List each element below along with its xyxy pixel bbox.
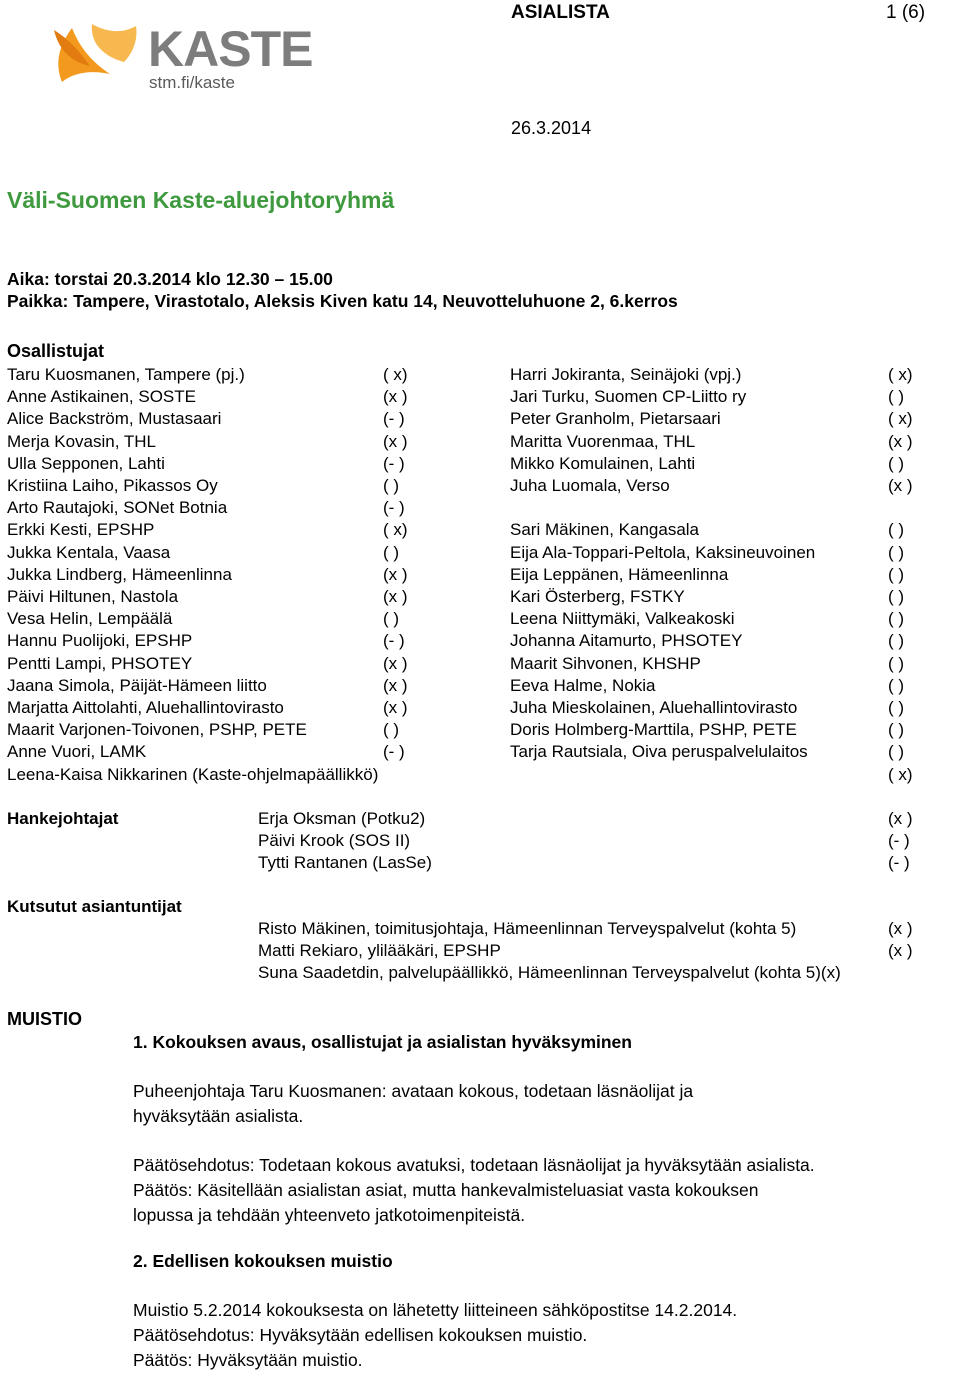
attendance-mark: ( ) <box>888 609 905 628</box>
attendance-mark: ( ) <box>888 454 905 473</box>
attendance-mark: (x ) <box>383 698 408 717</box>
participant-name: Marjatta Aittolahti, Aluehallintovirasto <box>7 698 284 717</box>
attendance-mark: (x ) <box>383 565 408 584</box>
page-number: 1 (6) <box>886 2 926 23</box>
expert-name: Risto Mäkinen, toimitusjohtaja, Hämeenlinnan Terveyspalvelut (kohta 5) <box>258 919 797 938</box>
logo-url: stm.fi/kaste <box>149 73 235 92</box>
attendance-mark: ( ) <box>888 520 905 539</box>
participant-name: Eija Leppänen, Hämeenlinna <box>510 565 729 584</box>
attendance-mark: (x ) <box>888 476 913 495</box>
attendance-mark: (x ) <box>383 676 408 695</box>
attendance-mark: ( x) <box>888 765 913 784</box>
section-title: 1. Kokouksen avaus, osallistujat ja asialistan hyväksyminen <box>133 1032 632 1052</box>
participant-name: Peter Granholm, Pietarsaari <box>510 409 721 428</box>
participant-name: Leena Niittymäki, Valkeakoski <box>510 609 735 628</box>
project-lead-name: Tytti Rantanen (LasSe) <box>258 853 432 872</box>
attendance-mark: ( ) <box>888 720 905 739</box>
attendance-mark: ( ) <box>383 609 400 628</box>
attendance-mark: ( ) <box>888 587 905 606</box>
project-lead-name: Päivi Krook (SOS II) <box>258 831 411 850</box>
attendance-mark: ( ) <box>888 742 905 761</box>
participant-name: Sari Mäkinen, Kangasala <box>510 520 700 539</box>
attendance-mark: ( ) <box>888 543 905 562</box>
kaste-logo-mark-icon <box>52 22 144 92</box>
participant-name: Eeva Halme, Nokia <box>510 676 656 695</box>
paragraph-line: Muistio 5.2.2014 kokouksesta on lähetetty liitteineen sähköpostitse 14.2.2014. <box>133 1300 738 1320</box>
participant-name: Mikko Komulainen, Lahti <box>510 454 696 473</box>
paragraph-line: Päätösehdotus: Hyväksytään edellisen kokouksen muistio. <box>133 1325 588 1345</box>
attendance-mark: ( x) <box>383 520 408 539</box>
attendance-mark: ( ) <box>383 476 400 495</box>
project-lead-name: Erja Oksman (Potku2) <box>258 809 426 828</box>
participant-name: Harri Jokiranta, Seinäjoki (vpj.) <box>510 365 742 384</box>
attendance-mark: ( ) <box>888 698 905 717</box>
attendance-mark: ( ) <box>888 387 905 406</box>
attendance-mark: (x ) <box>383 587 408 606</box>
attendance-mark: (x ) <box>888 432 913 451</box>
attendance-mark: (- ) <box>383 631 405 650</box>
document-type: ASIALISTA <box>511 2 610 23</box>
attendance-mark: (- ) <box>383 454 405 473</box>
memo-heading: MUISTIO <box>7 1009 82 1029</box>
participant-name: Jaana Simola, Päijät-Hämeen liitto <box>7 676 267 695</box>
experts-heading: Kutsutut asiantuntijat <box>7 897 182 916</box>
paragraph-line: Päätös: Hyväksytään muistio. <box>133 1350 363 1370</box>
participant-name: Kari Österberg, FSTKY <box>510 587 685 606</box>
participant-name: Jari Turku, Suomen CP-Liitto ry <box>510 387 747 406</box>
section-title: 2. Edellisen kokouksen muistio <box>133 1251 393 1271</box>
kaste-logo <box>52 22 322 94</box>
participant-name: Doris Holmberg-Marttila, PSHP, PETE <box>510 720 797 739</box>
paragraph-line: hyväksytään asialista. <box>133 1106 304 1126</box>
participant-name: Merja Kovasin, THL <box>7 432 156 451</box>
attendance-mark: ( ) <box>888 631 905 650</box>
participant-name: Taru Kuosmanen, Tampere (pj.) <box>7 365 245 384</box>
participant-name: Juha Luomala, Verso <box>510 476 670 495</box>
participant-name: Johanna Aitamurto, PHSOTEY <box>510 631 743 650</box>
paragraph-line: Päätös: Käsitellään asialistan asiat, mutta hankevalmisteluasiat vasta kokouksen <box>133 1180 759 1200</box>
participant-name: Pentti Lampi, PHSOTEY <box>7 654 193 673</box>
attendance-mark: (x ) <box>383 654 408 673</box>
participants-heading: Osallistujat <box>7 341 105 361</box>
participant-name: Jukka Kentala, Vaasa <box>7 543 171 562</box>
participant-name: Anne Astikainen, SOSTE <box>7 387 196 406</box>
project-leads-heading: Hankejohtajat <box>7 809 119 828</box>
expert-name: Suna Saadetdin, palvelupäällikkö, Hämeenlinnan Terveyspalvelut (kohta 5)(x) <box>258 963 841 982</box>
attendance-mark: (- ) <box>888 831 910 850</box>
participant-name: Leena-Kaisa Nikkarinen (Kaste-ohjelmapäällikkö) <box>7 765 379 784</box>
attendance-mark: ( x) <box>383 365 408 384</box>
meeting-time: Aika: torstai 20.3.2014 klo 12.30 – 15.00 <box>7 269 333 289</box>
participant-name: Anne Vuori, LAMK <box>7 742 147 761</box>
participant-name: Hannu Puolijoki, EPSHP <box>7 631 193 650</box>
meeting-place: Paikka: Tampere, Virastotalo, Aleksis Kiven katu 14, Neuvotteluhuone 2, 6.kerros <box>7 291 678 311</box>
participant-name: Vesa Helin, Lempäälä <box>7 609 173 628</box>
participant-name: Maarit Sihvonen, KHSHP <box>510 654 701 673</box>
document-date: 26.3.2014 <box>511 118 592 138</box>
attendance-mark: ( x) <box>888 365 913 384</box>
attendance-mark: (- ) <box>888 853 910 872</box>
participant-name: Kristiina Laiho, Pikassos Oy <box>7 476 218 495</box>
attendance-mark: ( ) <box>888 676 905 695</box>
participant-name: Eija Ala-Toppari-Peltola, Kaksineuvoinen <box>510 543 816 562</box>
attendance-mark: ( ) <box>888 565 905 584</box>
page-title: Väli-Suomen Kaste-aluejohtoryhmä <box>7 187 395 213</box>
participant-name: Erkki Kesti, EPSHP <box>7 520 155 539</box>
attendance-mark: ( ) <box>383 720 400 739</box>
participant-name: Alice Backström, Mustasaari <box>7 409 222 428</box>
expert-name: Matti Rekiaro, ylilääkäri, EPSHP <box>258 941 501 960</box>
attendance-mark: (x ) <box>383 387 408 406</box>
attendance-mark: ( ) <box>383 543 400 562</box>
participant-name: Maarit Varjonen-Toivonen, PSHP, PETE <box>7 720 307 739</box>
attendance-mark: (x ) <box>888 941 913 960</box>
paragraph-line: Päätösehdotus: Todetaan kokous avatuksi, todetaan läsnäolijat ja hyväksytään asialista. <box>133 1155 815 1175</box>
attendance-mark: (- ) <box>383 498 405 517</box>
paragraph-line: Puheenjohtaja Taru Kuosmanen: avataan kokous, todetaan läsnäolijat ja <box>133 1081 694 1101</box>
participant-name: Päivi Hiltunen, Nastola <box>7 587 179 606</box>
attendance-mark: (- ) <box>383 742 405 761</box>
participant-name: Maritta Vuorenmaa, THL <box>510 432 696 451</box>
paragraph-line: lopussa ja tehdään yhteenveto jatkotoimenpiteistä. <box>133 1205 526 1225</box>
attendance-mark: ( ) <box>888 654 905 673</box>
logo-text: KASTE <box>148 21 313 77</box>
participant-name: Arto Rautajoki, SONet Botnia <box>7 498 228 517</box>
participant-name: Tarja Rautsiala, Oiva peruspalvelulaitos <box>510 742 808 761</box>
participant-name: Ulla Sepponen, Lahti <box>7 454 165 473</box>
attendance-mark: (x ) <box>888 919 913 938</box>
attendance-mark: (x ) <box>888 809 913 828</box>
participant-name: Juha Mieskolainen, Aluehallintovirasto <box>510 698 798 717</box>
attendance-mark: (- ) <box>383 409 405 428</box>
participant-name: Jukka Lindberg, Hämeenlinna <box>7 565 232 584</box>
attendance-mark: (x ) <box>383 432 408 451</box>
attendance-mark: ( x) <box>888 409 913 428</box>
